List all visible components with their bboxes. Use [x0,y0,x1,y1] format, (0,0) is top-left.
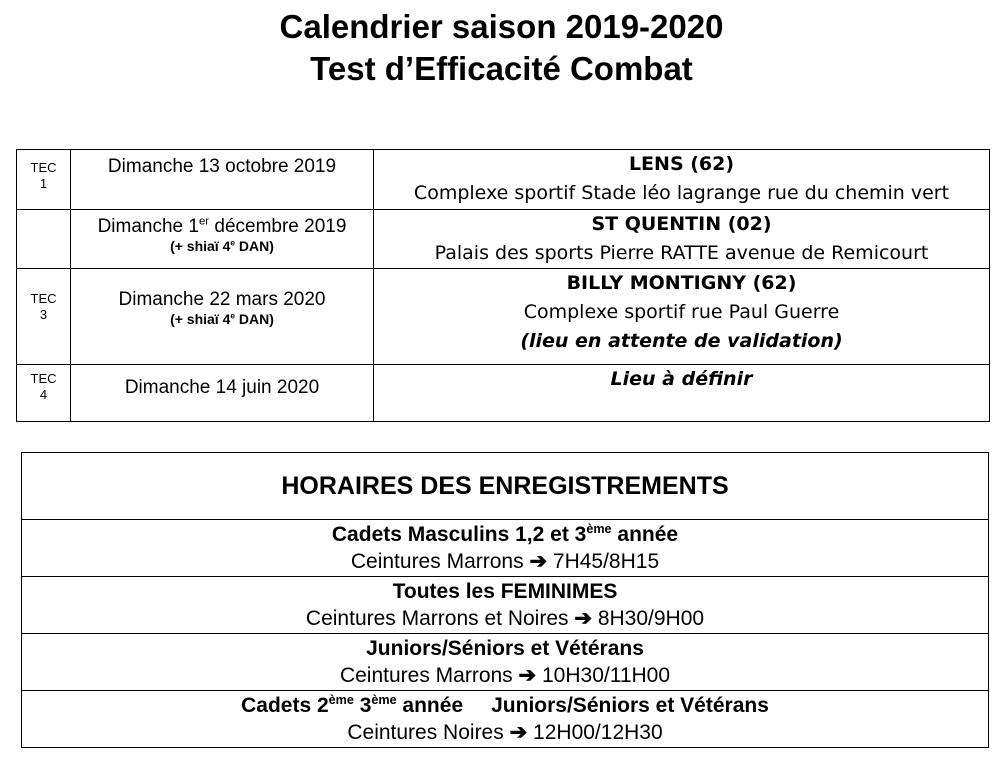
group-registration-line [22,548,988,575]
event-date: Dimanche 1er décembre 2019 [97,215,347,237]
registration-time: 8H30/9H00 [597,607,705,630]
belt-category: Ceintures Marrons [350,550,524,573]
location-cell [374,269,990,365]
arrow-right-icon: ➔ [529,550,548,573]
location-address: Complexe sportif Stade léo lagrange rue du chemin vert [413,182,950,204]
schedule-group-cell [22,520,989,577]
tec-number: 3 [39,307,48,322]
registration-schedule-table [21,452,989,748]
group-registration-line [22,662,988,689]
calendar-row [17,150,990,210]
event-note: (+ shiaï 4e DAN) [170,237,274,254]
schedule-group-cell [22,577,989,634]
tec-cell [17,365,71,422]
group-title: Cadets 2ème 3ème année Juniors/Séniors et Vétérans [241,693,769,717]
arrow-right-icon: ➔ [518,664,537,687]
group-registration-line [22,605,988,632]
schedule-group [22,634,989,691]
group-registration-line [22,719,988,746]
tec-label: TEC [30,291,57,306]
location-status: Lieu à définir [610,368,753,390]
tec-cell [17,269,71,365]
tec-label: TEC [30,371,57,386]
registration-time: 7H45/8H15 [552,550,660,573]
tec-number: 1 [39,176,48,191]
date-cell [71,210,374,269]
schedule-group-cell [22,634,989,691]
location-city: BILLY MONTIGNY (62) [566,272,797,294]
group-title: Cadets Masculins 1,2 et 3ème année [331,522,679,546]
schedule-header-row [22,453,989,520]
schedule-group [22,691,989,748]
registration-time: 12H00/12H30 [533,721,663,744]
tec-label: TEC [30,160,57,175]
location-cell [374,150,990,210]
location-city: LENS (62) [628,153,735,175]
location-address: Complexe sportif rue Paul Guerre [523,301,840,323]
date-cell [71,365,374,422]
belt-category: Ceintures Marrons [339,664,513,687]
date-cell [71,150,374,210]
arrow-right-icon: ➔ [509,721,528,744]
arrow-right-icon: ➔ [574,607,592,630]
document-title [0,6,1003,90]
event-date: Dimanche 13 octobre 2019 [107,156,337,177]
location-cell [374,210,990,269]
group-title: Toutes les FEMINIMES [392,580,618,603]
title-line-1: Calendrier saison 2019-2020 [279,8,724,45]
tec-cell [17,210,71,269]
event-date: Dimanche 22 mars 2020 [118,289,326,310]
location-address: Palais des sports Pierre RATTE avenue de Remicourt [434,242,929,264]
calendar-table [16,149,990,422]
location-city: ST QUENTIN (02) [591,213,772,235]
tec-number: 4 [39,387,48,402]
event-note: (+ shiaï 4e DAN) [170,310,274,327]
date-cell [71,269,374,365]
calendar-row [17,210,990,269]
event-date: Dimanche 14 juin 2020 [124,377,320,398]
belt-category: Ceintures Noires [347,721,504,744]
schedule-group [22,520,989,577]
location-status: (lieu en attente de validation) [520,330,843,352]
group-title: Juniors/Séniors et Vétérans [366,637,644,660]
schedule-group [22,577,989,634]
registration-time: 10H30/11H00 [541,664,671,687]
calendar-row [17,269,990,365]
tec-cell [17,150,71,210]
schedule-group-cell [22,691,989,748]
schedule-heading: HORAIRES DES ENREGISTREMENTS [22,453,989,520]
location-cell [374,365,990,422]
title-line-2: Test d’Efficacité Combat [310,50,693,87]
calendar-row [17,365,990,422]
belt-category: Ceintures Marrons et Noires [305,607,569,630]
